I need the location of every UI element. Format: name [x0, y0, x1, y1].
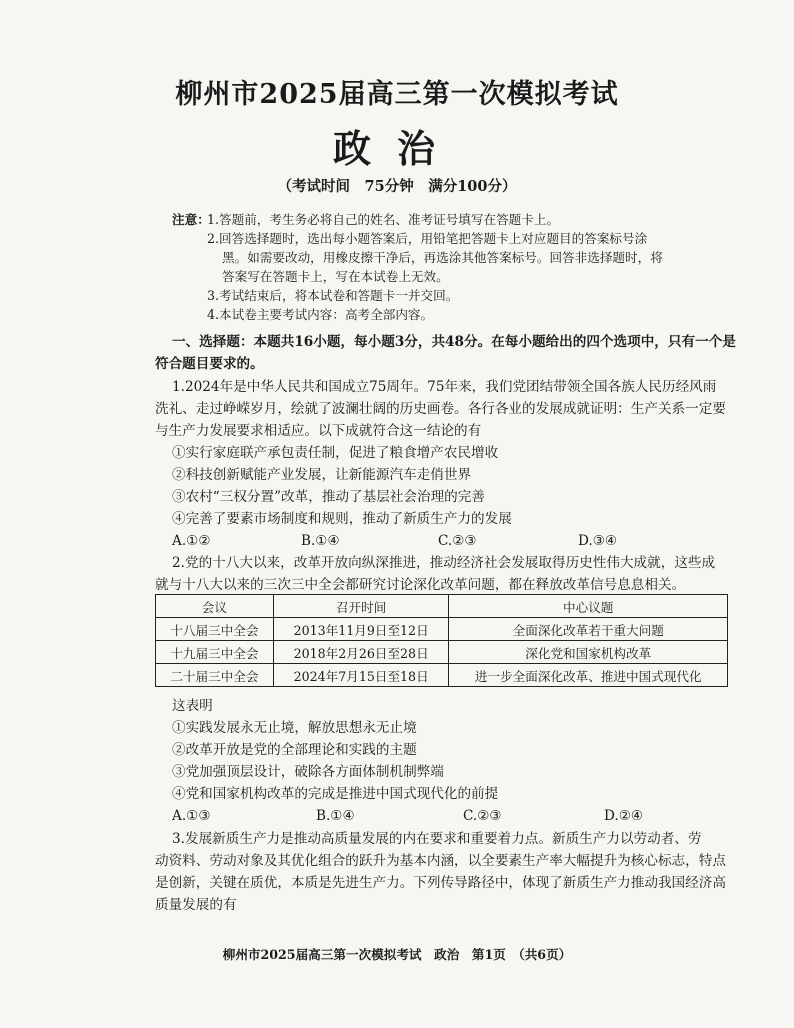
table-cell: 2013年11月9日至12日 [273, 618, 449, 641]
q1-statement: ②科技创新赋能产业发展，让新能源汽车走俏世界 [172, 467, 472, 483]
exam-title: 柳州市2025届高三第一次模拟考试 [175, 79, 619, 110]
table-row [156, 641, 728, 664]
table-cell: 十八届三中全会 [156, 618, 274, 641]
table-row [156, 664, 728, 687]
table-row [156, 618, 728, 641]
table-header-cell: 会议 [156, 595, 274, 618]
q2-stem: 2.党的十八大以来，改革开放向纵深推进，推动经济社会发展取得历史性伟大成就，这些成 [172, 555, 716, 571]
table-cell: 进一步全面深化改革、推进中国式现代化 [449, 664, 728, 687]
notice-label: 注意： [172, 212, 210, 227]
table-cell: 2024年7月15日至18日 [273, 664, 449, 687]
q1-statement: ①实行家庭联产承包责任制，促进了粮食增产农民增收 [172, 445, 499, 461]
q1-stem: 与生产力发展要求相适应。以下成就符合这一结论的有 [155, 423, 482, 439]
q1-option-d: D.③④ [578, 533, 618, 549]
section-heading: 一、选择题：本题共16小题，每小题3分，共48分。在每小题给出的四个选项中，只有一个是 [172, 334, 736, 350]
notice-line: 2.回答选择题时，选出每小题答案后，用铅笔把答题卡上对应题目的答案标号涂 [207, 231, 648, 246]
table-header-cell: 召开时间 [273, 595, 449, 618]
table-cell: 二十届三中全会 [156, 664, 274, 687]
q2-lead: 这表明 [172, 698, 213, 714]
q3-stem: 3.发展新质生产力是推动高质量发展的内在要求和重要着力点。新质生产力以劳动者、劳 [172, 831, 702, 847]
q1-stem: 1.2024年是中华人民共和国成立75周年。75年来，我们党团结带领全国各族人民历经风雨 [172, 379, 717, 395]
section-heading: 符合题目要求的。 [155, 356, 264, 372]
table-header-row [156, 595, 728, 618]
notice-line: 答案写在答题卡上，写在本试卷上无效。 [222, 269, 449, 284]
table-cell: 深化党和国家机构改革 [449, 641, 728, 664]
exam-info: （考试时间 75分钟 满分100分） [277, 178, 517, 195]
q2-stem: 就与十八大以来的三次三中全会都研究讨论深化改革问题，都在释放改革信号息息相关。 [155, 577, 686, 593]
q2-option-b: B.①④ [316, 808, 355, 824]
q1-stem: 洗礼、走过峥嵘岁月，绘就了波澜壮阔的历史画卷。各行各业的发展成就证明：生产关系一定要 [155, 401, 726, 417]
q1-option-a: A.①② [172, 533, 211, 549]
q2-statement: ①实践发展永无止境，解放思想永无止境 [172, 720, 417, 736]
q3-stem: 是创新，关键在质优，本质是先进生产力。下列传导路径中，体现了新质生产力推动我国经济高 [155, 875, 726, 891]
notice-line: 4.本试卷主要考试内容：高考全部内容。 [207, 307, 434, 322]
q1-option-c: C.②③ [438, 533, 477, 549]
q3-stem: 质量发展的有 [155, 897, 237, 913]
table-header-cell: 中心议题 [449, 595, 728, 618]
table-cell: 十九届三中全会 [156, 641, 274, 664]
subject-title: 政治 [332, 126, 461, 171]
q1-option-b: B.①④ [301, 533, 340, 549]
notice-line: 黑。如需要改动，用橡皮擦干净后，再选涂其他答案标号。回答非选择题时，将 [222, 250, 663, 265]
table-cell: 2018年2月26日至28日 [273, 641, 449, 664]
q2-option-d: D.②④ [604, 808, 644, 824]
page-footer: 柳州市2025届高三第一次模拟考试 政治 第1页 （共6页） [222, 947, 572, 962]
q2-statement: ④党和国家机构改革的完成是推进中国式现代化的前提 [172, 786, 499, 802]
q3-stem: 动资料、劳动对象及其优化组合的跃升为基本内涵，以全要素生产率大幅提升为核心标志，特点 [155, 853, 726, 869]
plenary-table [155, 594, 728, 687]
q1-statement: ③农村“三权分置”改革，推动了基层社会治理的完善 [172, 489, 485, 505]
q1-statement: ④完善了要素市场制度和规则，推动了新质生产力的发展 [172, 511, 512, 527]
q2-option-a: A.①③ [172, 808, 211, 824]
q2-statement: ③党加强顶层设计，破除各方面体制机制弊端 [172, 764, 444, 780]
notice-line: 3.考试结束后，将本试卷和答题卡一并交回。 [207, 288, 459, 303]
q2-statement: ②改革开放是党的全部理论和实践的主题 [172, 742, 417, 758]
q2-option-c: C.②③ [463, 808, 502, 824]
table-cell: 全面深化改革若干重大问题 [449, 618, 728, 641]
notice-line: 1.答题前，考生务必将自己的姓名、准考证号填写在答题卡上。 [207, 212, 560, 227]
